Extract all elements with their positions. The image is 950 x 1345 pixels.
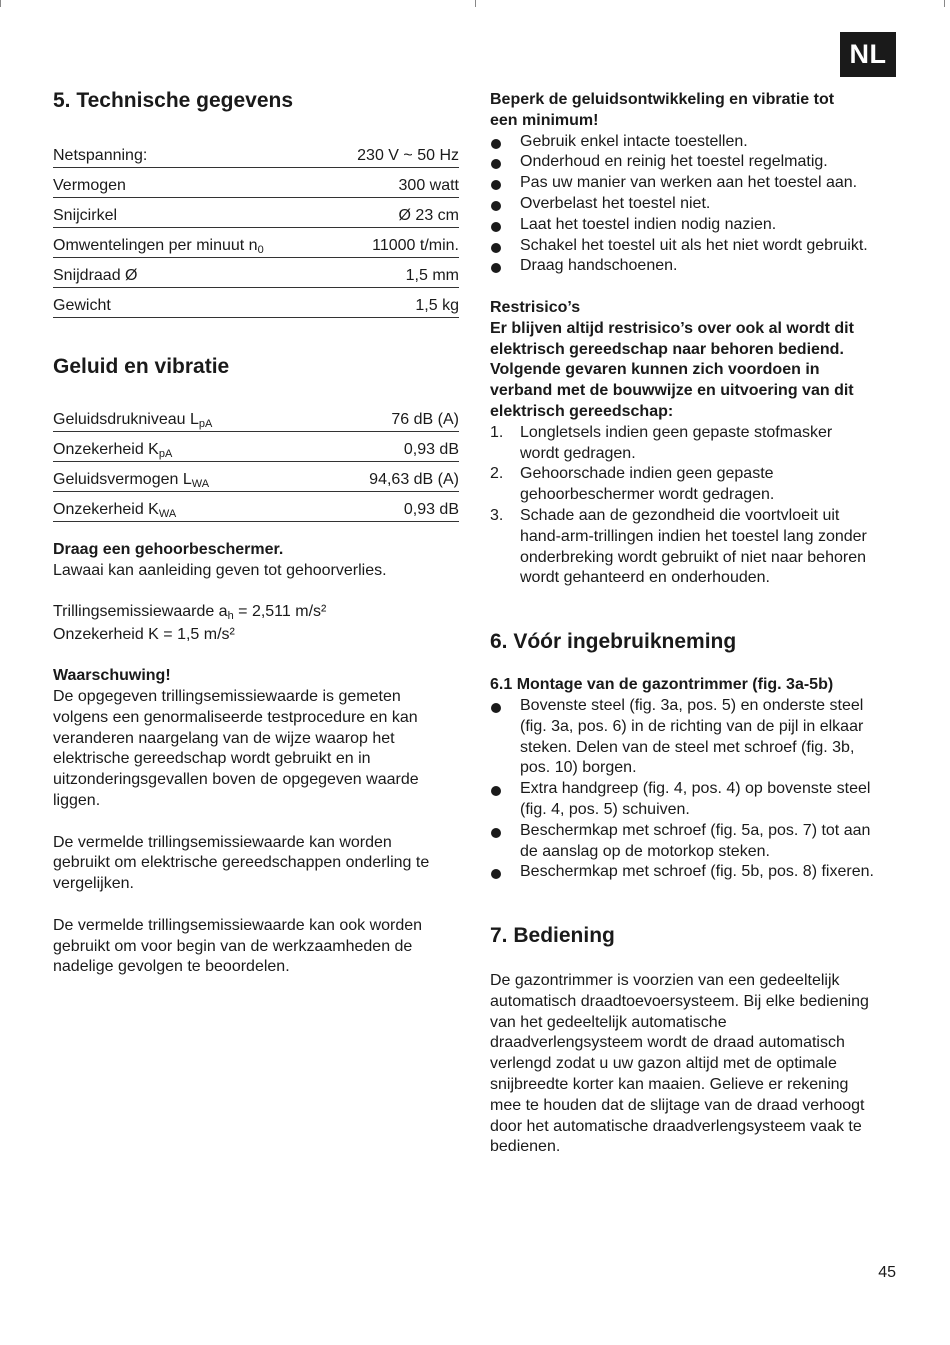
row-label bbox=[53, 138, 327, 168]
list-item-line: Gehoorschade indien geen gepaste bbox=[520, 465, 774, 483]
residual-risks-list bbox=[490, 423, 900, 589]
row-value: Ø 23 cm bbox=[327, 198, 459, 228]
bullet-icon bbox=[491, 828, 501, 838]
vibration-emission-value: Trillingsemissiewaarde $a_h = 2,511$ m/s² bbox=[53, 602, 327, 622]
table-row bbox=[53, 432, 459, 462]
page-number: 45 bbox=[878, 1264, 896, 1281]
list-item bbox=[490, 862, 900, 883]
label-subscript: WA bbox=[191, 478, 210, 490]
limit-noise-list bbox=[490, 132, 900, 278]
text-line: elektrische gereedschap wordt gebruikt en in bbox=[53, 750, 371, 768]
list-item bbox=[490, 464, 900, 506]
list-item bbox=[490, 152, 900, 173]
row-value: 94,63 dB (A) bbox=[313, 462, 459, 492]
row-label bbox=[53, 462, 313, 492]
list-item-line: Extra handgreep (fig. 4, pos. 4) op bovenste steel bbox=[520, 780, 871, 798]
row-value: 76 dB (A) bbox=[313, 402, 459, 432]
text-line: Restrisico’s bbox=[490, 298, 581, 316]
text-line: verlengd zodat u uw gazon altijd met de optimale bbox=[490, 1055, 837, 1073]
list-item-line: (fig. 3a, pos. 6) in de richting van de pijl in elkaar bbox=[520, 717, 864, 735]
list-item bbox=[490, 132, 900, 153]
label-subscript: WA bbox=[158, 508, 177, 520]
bullet-icon bbox=[491, 139, 501, 149]
text-line: gebruikt om elektrische gereedschappen onderling te bbox=[53, 854, 430, 872]
text-line: liggen. bbox=[53, 791, 101, 809]
bullet-icon bbox=[491, 703, 501, 713]
list-number: 1. bbox=[490, 423, 504, 441]
row-label bbox=[53, 258, 327, 288]
text-line: snijbreedte korter kan maaien. Gelieve er rekening bbox=[490, 1076, 849, 1094]
table-row bbox=[53, 138, 459, 168]
row-label bbox=[53, 492, 313, 522]
residual-risks-heading bbox=[490, 298, 900, 423]
list-item-line: gehoorbeschermer wordt gedragen. bbox=[520, 486, 775, 504]
list-item bbox=[490, 779, 900, 821]
list-item-line: hand-arm-trillingen indien het toestel lang zonder bbox=[520, 527, 867, 545]
table-row bbox=[53, 198, 459, 228]
bullet-icon bbox=[491, 263, 501, 273]
text-line: mee te houden dat de slijtage van de draad verhoogt bbox=[490, 1096, 865, 1114]
list-item-line: Bovenste steel (fig. 3a, pos. 5) en onderste steel bbox=[520, 696, 864, 714]
label-text: Netspanning: bbox=[53, 147, 148, 164]
list-item-line: wordt gehanteerd en onderhouden. bbox=[520, 569, 770, 587]
row-label bbox=[53, 168, 327, 198]
text-line: door het automatische draadverlengsysteem vaak te bbox=[490, 1117, 862, 1135]
section-6-1-title: 6.1 Montage van de gazontrimmer (fig. 3a-5b) bbox=[490, 676, 834, 694]
text-line: elektrisch gereedschap naar behoren bediend. bbox=[490, 340, 844, 358]
section-5-title: 5. Technische gegevens bbox=[53, 89, 294, 112]
list-item-line: (fig. 4, pos. 5) schuiven. bbox=[520, 800, 690, 818]
text-line: veranderen naargelang van de wijze waarop het bbox=[53, 729, 395, 747]
list-item bbox=[490, 194, 900, 215]
text-line: De vermelde trillingsemissiewaarde kan ook worden bbox=[53, 916, 423, 934]
crop-mark bbox=[0, 0, 1, 7]
table-row bbox=[53, 288, 459, 318]
text-line: De gazontrimmer is voorzien van een gedeeltelijk bbox=[490, 972, 840, 990]
text-line: Volgende gevaren kunnen zich voordoen in bbox=[490, 361, 820, 379]
list-number: 2. bbox=[490, 465, 504, 483]
table-row bbox=[53, 402, 459, 432]
crop-mark bbox=[944, 0, 945, 7]
list-item-line: onderbreking wordt gebruikt of niet naar behoren bbox=[520, 548, 866, 566]
list-item bbox=[490, 256, 900, 277]
row-value: 230 V ~ 50 Hz bbox=[327, 138, 459, 168]
list-item-line: Draag handschoenen. bbox=[520, 257, 678, 275]
row-value: 11000 t/min. bbox=[327, 228, 459, 258]
label-text: Omwentelingen per minuut n bbox=[53, 237, 258, 254]
bullet-icon bbox=[491, 222, 501, 232]
vibration-uncertainty: Onzekerheid K = 1,5 m/s² bbox=[53, 626, 235, 644]
noise-vibration-title: Geluid en vibratie bbox=[53, 355, 230, 378]
label-text: Geluidsvermogen L bbox=[53, 471, 192, 488]
list-item-line: steken. Delen van de steel met schroef (fig. 3b, bbox=[520, 738, 855, 756]
text-line: nadelige gevolgen te beoordelen. bbox=[53, 958, 290, 976]
label-text: Onzekerheid K bbox=[53, 501, 159, 518]
bullet-icon bbox=[491, 201, 501, 211]
text-line: volgens een genormaliseerde testprocedure en kan bbox=[53, 708, 418, 726]
text-line: De vermelde trillingsemissiewaarde kan worden bbox=[53, 833, 392, 851]
list-item bbox=[490, 173, 900, 194]
assembly-steps-list bbox=[490, 696, 900, 883]
row-value: 0,93 dB bbox=[313, 492, 459, 522]
bullet-icon bbox=[491, 243, 501, 253]
bullet-icon bbox=[491, 786, 501, 796]
technical-data-table bbox=[53, 138, 459, 318]
table-row bbox=[53, 462, 459, 492]
section-6-title: 6. Vóór ingebruikneming bbox=[490, 630, 737, 654]
list-item-line: Beschermkap met schroef (fig. 5a, pos. 7) tot aan bbox=[520, 821, 871, 839]
list-item-line: Laat het toestel indien nodig nazien. bbox=[520, 215, 777, 233]
text-line: Beperk de geluidsontwikkeling en vibratie tot bbox=[490, 91, 835, 108]
noise-vibration-table bbox=[53, 402, 459, 522]
vibration-assessment-paragraph bbox=[53, 916, 459, 978]
label-subscript: 0 bbox=[257, 244, 264, 256]
label-text: Snijdraad Ø bbox=[53, 267, 138, 284]
label-text: Snijcirkel bbox=[53, 207, 118, 224]
table-row bbox=[53, 228, 459, 258]
text-line: bedienen. bbox=[490, 1138, 561, 1156]
list-item-line: Schakel het toestel uit als het niet wordt gebruikt. bbox=[520, 236, 868, 254]
text-line: De opgegeven trillingsemissiewaarde is gemeten bbox=[53, 687, 401, 705]
label-subscript: pA bbox=[198, 418, 213, 430]
list-item-line: Pas uw manier van werken aan het toestel aan. bbox=[520, 174, 858, 192]
row-value: 1,5 kg bbox=[327, 288, 459, 318]
list-item bbox=[490, 506, 900, 589]
operation-paragraph bbox=[490, 971, 900, 1158]
language-badge: NL bbox=[840, 32, 896, 77]
label-text: Geluidsdrukniveau L bbox=[53, 411, 199, 428]
right-column bbox=[490, 90, 900, 1158]
text-line: draadverlengsysteem wordt de draad automatisch bbox=[490, 1034, 845, 1052]
warning-text bbox=[53, 687, 459, 812]
row-value: 300 watt bbox=[327, 168, 459, 198]
list-item bbox=[490, 423, 900, 465]
list-item-line: pos. 10) borgen. bbox=[520, 759, 637, 777]
text-line: uitzonderingsgevallen boven de opgegeven waarde bbox=[53, 771, 419, 789]
table-row bbox=[53, 168, 459, 198]
text-line: verband met de bouwwijze en uitvoering van dit bbox=[490, 382, 854, 400]
list-item-line: Beschermkap met schroef (fig. 5b, pos. 8) fixeren. bbox=[520, 863, 874, 881]
list-item bbox=[490, 215, 900, 236]
text-line: Er blijven altijd restrisico’s over ook al wordt dit bbox=[490, 319, 854, 337]
list-item bbox=[490, 696, 900, 779]
label-text: Vermogen bbox=[53, 177, 126, 194]
list-item-line: de aanslag op de motorkop steken. bbox=[520, 842, 770, 860]
text-line: van het gedeeltelijk automatische bbox=[490, 1013, 727, 1031]
text-line: een minimum! bbox=[490, 111, 599, 129]
table-row bbox=[53, 258, 459, 288]
label-text: Onzekerheid K bbox=[53, 441, 159, 458]
hearing-protection-text: Lawaai kan aanleiding geven tot gehoorverlies. bbox=[53, 561, 387, 579]
list-item-line: Onderhoud en reinig het toestel regelmatig. bbox=[520, 153, 828, 171]
list-item-line: Overbelast het toestel niet. bbox=[520, 194, 711, 212]
text-line: automatisch draadtoevoersysteem. Bij elke bediening bbox=[490, 992, 869, 1010]
vibration-comparison-paragraph bbox=[53, 833, 459, 895]
row-label bbox=[53, 288, 327, 318]
crop-mark bbox=[475, 0, 476, 7]
limit-noise-heading bbox=[490, 90, 900, 132]
list-item-line: Gebruik enkel intacte toestellen. bbox=[520, 132, 748, 150]
row-label bbox=[53, 402, 313, 432]
bullet-icon bbox=[491, 159, 501, 169]
warning-heading: Waarschuwing! bbox=[53, 667, 171, 685]
label-text: Gewicht bbox=[53, 297, 111, 314]
text-line: vergelijken. bbox=[53, 875, 134, 893]
list-number: 3. bbox=[490, 506, 504, 524]
hearing-protection-heading: Draag een gehoorbeschermer. bbox=[53, 541, 284, 558]
list-item-line: wordt gedragen. bbox=[520, 444, 636, 462]
bullet-icon bbox=[491, 869, 501, 879]
list-item-line: Schade aan de gezondheid die voortvloeit uit bbox=[520, 506, 840, 524]
bullet-icon bbox=[491, 180, 501, 190]
text-line: gebruikt om voor begin van de werkzaamheden de bbox=[53, 937, 413, 955]
left-column bbox=[53, 86, 459, 978]
row-value: 1,5 mm bbox=[327, 258, 459, 288]
table-row bbox=[53, 492, 459, 522]
row-value: 0,93 dB bbox=[313, 432, 459, 462]
list-item bbox=[490, 236, 900, 257]
section-7-title: 7. Bediening bbox=[490, 924, 615, 948]
row-label bbox=[53, 228, 327, 258]
row-label bbox=[53, 198, 327, 228]
list-item-line: Longletsels indien geen gepaste stofmasker bbox=[520, 423, 833, 441]
list-item bbox=[490, 821, 900, 863]
row-label bbox=[53, 432, 313, 462]
text-line: elektrisch gereedschap: bbox=[490, 402, 674, 420]
label-subscript: pA bbox=[158, 448, 173, 460]
